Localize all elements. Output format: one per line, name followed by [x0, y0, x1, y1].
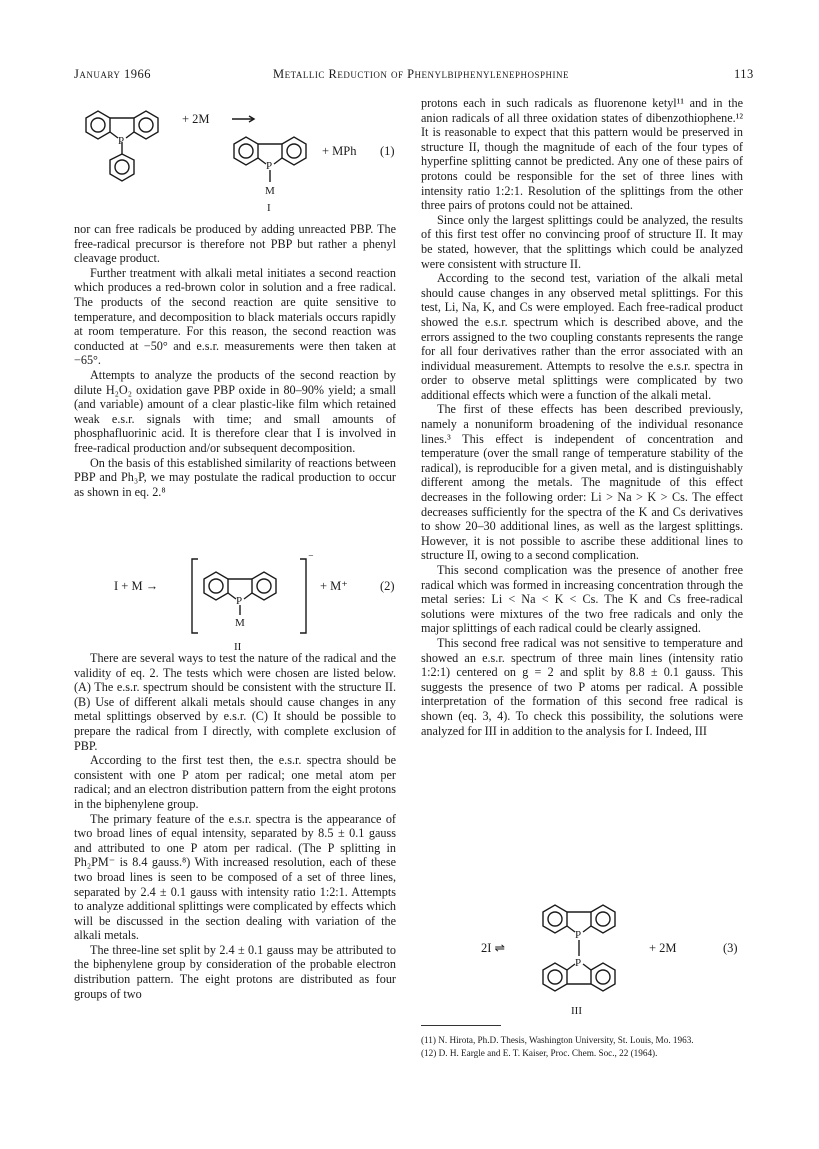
left-column-upper	[74, 222, 396, 499]
equation-3-structure	[421, 900, 751, 1025]
paragraph: Attempts to analyze the products of the second reaction by dilute H₂O₂ oxidation gave PBP oxide in 80–90% yield; a small (and variable) amount of a clear plastic-like film which retained weak e.s.r. signals with time; and small amounts of phosphafluorinic acid. It is therefore clear that I is involved in free-radical production and/or subsequent decomposition.	[74, 367, 396, 455]
header-title: Metallic Reduction of Phenylbiphenylenephosphine	[273, 67, 570, 81]
eq1-m-label: M	[265, 185, 275, 197]
header-date: January 1966	[74, 67, 151, 81]
paragraph: According to the second test, variation of the alkali metal should cause changes in any observed metal splittings. For this test, Li, Na, K, and Cs were employed. Each free-radical product showed the e.s.r. spectrum which is described above, and the errors assigned to the two coupling constants represents the range for all four derivatives rather than the error associated with an individual measurement. Attempts to resolve the e.s.r. spectra in order to observe metal splittings were complicated by two additional effects which were a function of the alkali metal.	[421, 271, 743, 402]
eq3-plus-2m: + 2M	[649, 941, 677, 955]
eq1-compound-label: I	[267, 202, 271, 214]
equation-3-figure	[421, 900, 751, 1025]
footnote-12: (12) D. H. Eargle and E. T. Kaiser, Proc. Chem. Soc., 22 (1964).	[421, 1047, 658, 1058]
equation-2-structure	[74, 553, 404, 653]
eq3-upper-p-label: P	[575, 929, 582, 941]
footnote-11: (11) N. Hirota, Ph.D. Thesis, Washington University, St. Louis, Mo. 1963.	[421, 1035, 694, 1045]
paragraph: Further treatment with alkali metal initiates a second reaction which produces a red-brown color in solution and a free radical. The products of the second reaction are quite sensitive to temperature, and decomposition to black materials occurs rapidly at room temperature. For this reason, the second reaction was conducted at −50° and e.s.r. measurements were then taken at −65°.	[74, 265, 396, 368]
paragraph: There are several ways to test the nature of the radical and the validity of eq. 2. The tests which were chosen are listed below. (A) The e.s.r. spectrum should be consistent with the structure II. (B) Use of different alkali metals should cause changes in any metal splittings observed by e.s.r. (C) It should be possible to prepare the radical from I directly, with complete exclusion of PBP.	[74, 651, 396, 753]
paragraph: Since only the largest splittings could be analyzed, the results of this first test offer no convincing proof of structure II. It may be stated, however, that the splittings which could be analyzed were consistent with structure II.	[421, 212, 743, 271]
eq1-plus-2m: + 2M	[182, 112, 210, 126]
left-column-lower	[74, 651, 396, 1001]
eq2-charge: ⁻	[308, 552, 314, 564]
eq2-lhs: I + M →	[114, 579, 159, 593]
eq1-plus-mph: + MPh	[322, 144, 357, 158]
eq2-plus-m: + M⁺	[320, 579, 348, 593]
equation-1-structure	[74, 92, 404, 217]
eq2-compound-label: II	[234, 641, 242, 653]
paragraph: protons each in such radicals as fluorenone ketyl¹¹ and in the anion radicals of all three oxidation states of dibenzothiophene.¹² It is reasonable to expect that this pattern would be preserved in structure II, though the magnitude of each of the four types of hyperfine splitting cannot be predicted. Any one of these pairs of protons could be responsible for the set of three lines with intensity ratio 1:2:1. Resolution of the splittings from the other three pairs of protons could not be attained.	[421, 96, 743, 213]
eq2-number: (2)	[380, 579, 395, 593]
paragraph: According to the first test then, the e.s.r. spectra should be consistent with one P atom per radical; one metal atom per radical; and an electron distribution pattern from the eight protons in the biphenylene group.	[74, 753, 396, 811]
eq1-number: (1)	[380, 144, 395, 158]
paragraph: The three-line set split by 2.4 ± 0.1 gauss may be attributed to the biphenylene group by consideration of the probable electron distribution pattern. The eight protons are distributed as four groups of two	[74, 942, 396, 1001]
header-page-number: 113	[734, 67, 754, 81]
equation-2-figure	[74, 553, 404, 653]
eq2-p-label: P	[236, 595, 243, 607]
paragraph: nor can free radicals be produced by adding unreacted PBP. The free-radical precursor is therefore not PBP but rather a phenyl cleavage product.	[74, 222, 396, 266]
equation-1-figure	[74, 92, 404, 217]
eq3-lhs: 2I ⇌	[481, 941, 506, 955]
paragraph: The primary feature of the e.s.r. spectra is the appearance of two broad lines of equal intensity, separated by 8.5 ± 0.1 gauss and attributed to one P atom per radical. (The P splitting in Ph₂PM⁻ is 8.4 gauss.⁸) With increased resolution, each of these two broad lines is seen to be composed of a set of three lines, separated by 2.4 ± 0.1 gauss with intensity ratio 1:2:1. Attempts to analyze additional splittings were complicated by effects which will be discussed in the section dealing with variation of the alkali metals.	[74, 811, 396, 943]
eq1-reactant-p-label: P	[118, 135, 125, 147]
eq2-m-label: M	[235, 617, 245, 629]
eq3-lower-p-label: P	[575, 957, 582, 969]
paragraph: This second free radical was not sensitive to temperature and showed an e.s.r. spectrum of three main lines (intensity ratio 1:2:1) centered on g = 2 and split by 8.8 ± 0.1 gauss. This suggests the presence of two P atoms per radical. A possible interpretation of the formation of this second free radical is shown (eq. 3, 4). To check this possibility, the solutions were analyzed for III in addition to the analysis for I. Indeed, III	[421, 635, 743, 738]
paragraph: The first of these effects has been described previously, namely a nonuniform broadening of the individual resonance lines.³ This effect is independent of concentration and temperature (over the small range of temperature stability of the radical), is reproducible for a given metal, and is distinguishably different among the metals. The magnitude of this effect decreases in the following order: Li > Na > K > Cs. The effect decreases sufficiently for the spectra of the K and Cs derivatives to show 20–30 additional lines, as well as the largest splittings. However, it is not possible to ascribe these additional lines to structure II, owing to a second complication.	[421, 402, 743, 563]
paragraph: This second complication was the presence of another free radical which was formed in increasing concentration through the metal series: Li < Na < K < Cs. The K and Cs free-radical solutions were mixtures of the two free radicals and only the major splittings of each radical could be clearly assigned.	[421, 563, 743, 636]
eq3-number: (3)	[723, 941, 738, 955]
eq1-product-p-label: P	[266, 160, 273, 172]
paragraph: On the basis of this established similarity of reactions between PBP and Ph₃P, we may postulate the radical production to occur as shown in eq. 2.⁸	[74, 455, 396, 499]
right-column-upper	[421, 96, 743, 738]
footnote-rule	[421, 1025, 501, 1026]
footnotes	[421, 1035, 746, 1060]
eq3-compound-label: III	[571, 1005, 582, 1017]
